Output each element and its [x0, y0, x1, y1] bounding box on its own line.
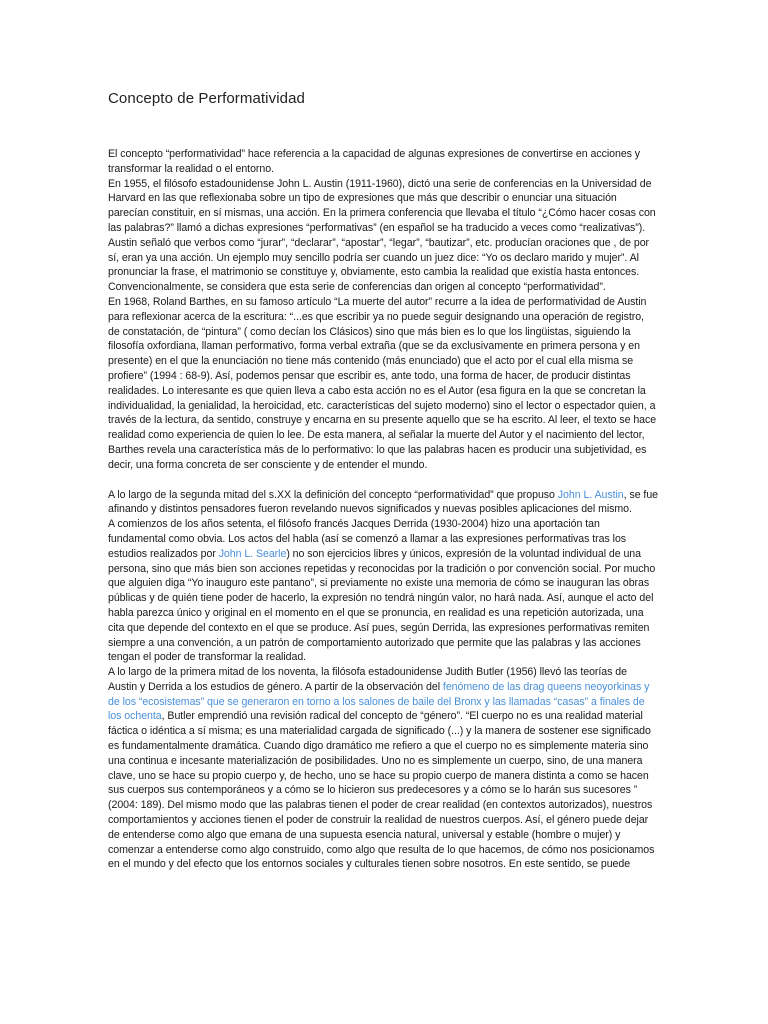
link-drag-queens[interactable]: fenómeno de las drag queens neoyorkinas y de los “ecosistemas” que se generaron en torno a los salones de baile del Bronx y las llamadas “casas” a finales de los ochenta: [108, 680, 650, 723]
paragraph-text: A lo largo de la primera mitad de los noventa, la filósofa estadounidense Judith Butler (1956) llevó las teorías de Austin y Derrida a los estudios de género. A partir de la observación del: [108, 666, 627, 693]
paragraph-text: ) no son ejercicios libres y únicos, expresión de la voluntad individual de una persona, sino que más bien son acciones repetidas y reconocidas por la tradición o por convención social. Por mucho que alguien diga “Yo inauguro este pantano”, si previamente no existe una memoria de cómo se inauguran las obras públicas y de quién tiene poder de hacerlo, la expresión no tendrá ningún valor, no hará nada. Así, aunque el acto del habla parezca único y original en el momento en el que se pronuncia, en realidad es una repetición autorizada, una cita que depende del contexto en el que se produce. Así pues, según Derrida, las expresiones performativas remiten siempre a una convención, a un patrón de comportamiento autorizado que permite que las palabras y las acciones tengan el poder de transformar la realidad.: [108, 547, 656, 664]
paragraph-text: A lo largo de la segunda mitad del s.XX la definición del concepto “performatividad” que propuso: [108, 488, 558, 501]
paragraph-spacer: [108, 473, 658, 488]
paragraph-butler: [108, 665, 658, 872]
link-john-searle[interactable]: John L. Searle: [218, 547, 287, 560]
paragraph-intro: El concepto “performatividad” hace referencia a la capacidad de algunas expresiones de convertirse en acciones y transformar la realidad o el entorno.: [108, 148, 641, 175]
paragraph-second-half: [108, 488, 658, 518]
paragraph-austin: En 1955, el filósofo estadounidense John L. Austin (1911-1960), dictó una serie de conferencias en la Universidad de Harvard en las que reflexionaba sobre un tipo de expresiones que más que describir o enunciar una situación parecían constituir, en sí mismas, una acción. En la primera conferencia que llevaba el título “¿Cómo hacer cosas con las palabras?” llamó a dichas expresiones “performativas” (en español se ha traducido a veces como “realizativas”). Austin señaló que verbos como “jurar”, “declarar”, “apostar”, “legar”, “bautizar”, etc. producían oraciones que , de por sí, eran ya una acción. Un ejemplo muy sencillo podría ser cuando un juez dice: “Yo os declaro marido y mujer”. Al pronunciar la frase, el matrimonio se constituye y, obviamente, esto cambia la realidad que existía hasta entonces. Convencionalmente, se considera que esta serie de conferencias dan origen al concepto “performatividad”.: [108, 177, 656, 294]
paragraph-text: A comienzos de los años setenta, el filósofo francés Jacques Derrida (1930-2004) hizo una aportación tan fundamental como obvia. Los actos del habla (así se comenzó a llamar a las expresiones performativas tras los estudios realizados por: [108, 518, 627, 560]
paragraph-text: , se fue afinando y distintos pensadores fueron revelando nuevos significados y nuevas posibles aplicaciones del mismo.: [108, 488, 659, 516]
paragraph-derrida: [108, 517, 658, 665]
paragraph-barthes: En 1968, Roland Barthes, en su famoso artículo “La muerte del autor” recurre a la idea de performatividad de Austin para reflexionar acerca de la escritura: “...es que escribir ya no puede seguir designando una operación de registro, de constatación, de “pintura” ( como decían los Clásicos) sino que más bien es lo que los lingüistas, siguiendo la filosofía oxfordiana, llaman performativo, forma verbal extraña (que se da exclusivamente en primera persona y en presente) en el que la enunciación no tiene más contenido (más enunciado) que el acto por el cual ella misma se profiere” (1994 : 68-9). Así, podemos pensar que escribir es, ante todo, una forma de hacer, de producir distintas realidades. Lo interesante es que quien lleva a cabo esta acción no es el Autor (esa figura en la que se concretan la individualidad, la genialidad, la heroicidad, etc. características del sujeto moderno) sino el lector o espectador quien, a través de la lectura, da sentido, construye y encarna en su presente aquello que se ha escrito. Al leer, el texto se hace realidad como experiencia de quien lo lee. De esta manera, al señalar la muerte del Autor y el nacimiento del lector, Barthes revela una característica más de lo performativo: lo que las palabras hacen es producir una subjetividad, es decir, una forma concreta de ser consciente y de entender el mundo.: [108, 295, 657, 471]
link-john-austin[interactable]: John L. Austin: [557, 488, 624, 501]
page-title: Concepto de Performatividad: [108, 90, 305, 107]
document-body: [108, 147, 658, 872]
paragraph-text: , Butler emprendió una revisión radical del concepto de “género”. “El cuerpo no es una realidad material fáctica o idéntica a sí misma; es una materialidad cargada de significado (...) y la manera de sostener ese significado es fundamentalmente dramática. Cuando digo dramático me refiero a que el cuerpo no es simplemente materia sino una continua e incesante materialización de posibilidades. Uno no es simplemente un cuerpo, sino, de una manera clave, uno se hace su propio cuerpo y, de hecho, uno se hace su propio cuerpo de manera distinta a como se hacen sus cuerpos sus contemporáneos y a cómo se lo hicieron sus predecesores y a cómo se lo harán sus sucesores ” (2004: 189). Del mismo modo que las palabras tienen el poder de crear realidad (en contextos autorizados), nuestros comportamientos y acciones tienen el poder de construir la realidad de nuestros cuerpos. Así, el género puede dejar de entenderse como algo que emana de una supuesta esencia natural, universal y estable (hombre o mujer) y comenzar a entenderse como algo construido, como algo que resulta de lo que hacemos, de cómo nos posicionamos en el mundo y del efecto que los entornos sociales y culturales tienen sobre nosotros. En este sentido, se puede: [108, 710, 655, 871]
